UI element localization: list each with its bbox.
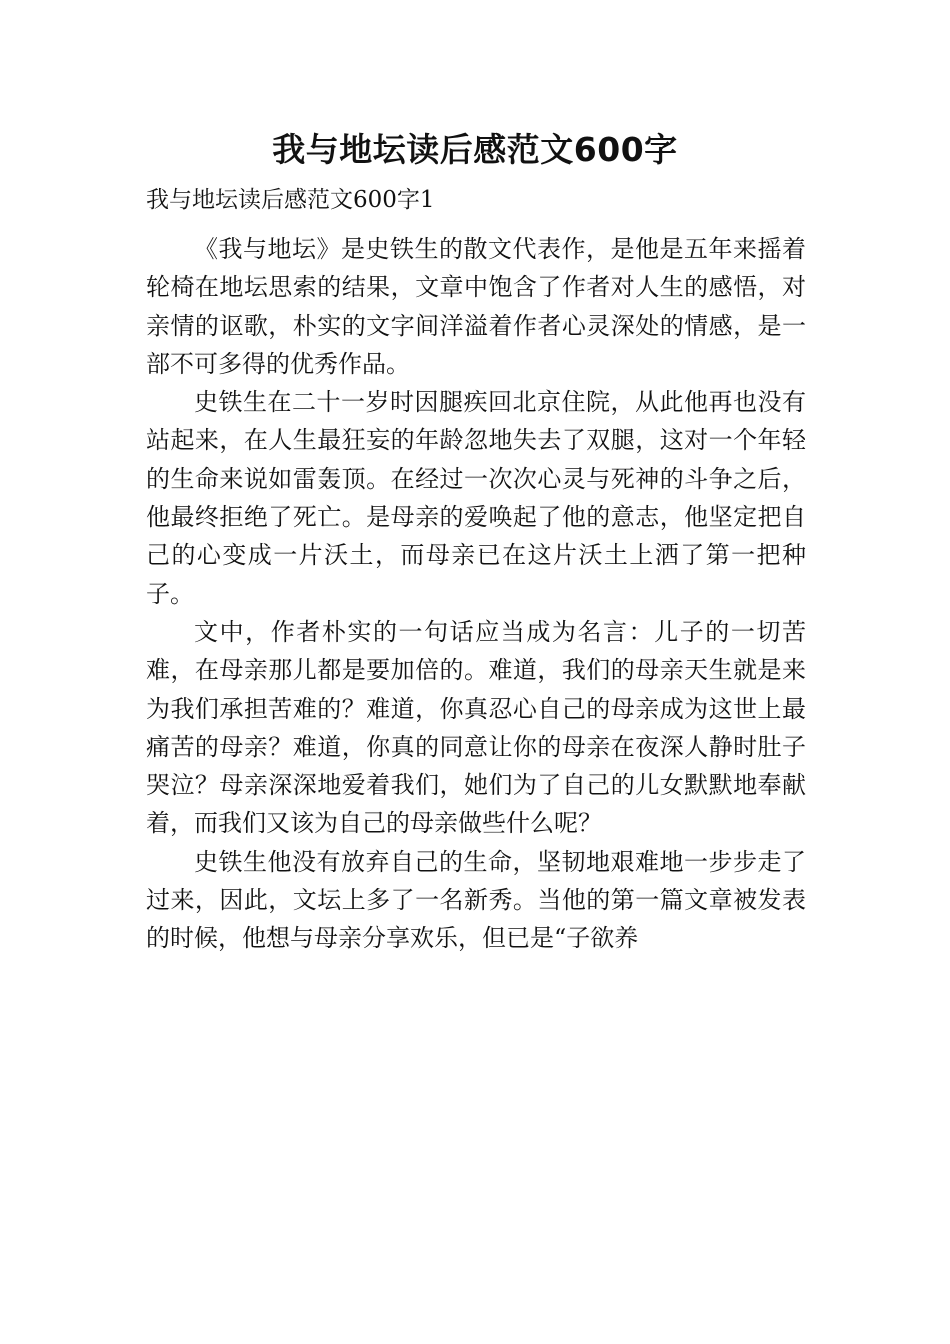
document-body (146, 230, 806, 958)
document-subtitle: 我与地坛读后感范文600字1 (146, 187, 435, 213)
paragraph: 《我与地坛》是史铁生的散文代表作，是他是五年来摇着轮椅在地坛思索的结果，文章中饱含了作者对人生的感悟，对亲情的讴歌，朴实的文字间洋溢着作者心灵深处的情感，是一部不可多得的优秀作品。 (146, 235, 806, 378)
document-title: 我与地坛读后感范文600字 (272, 130, 678, 169)
paragraph: 文中，作者朴实的一句话应当成为名言：儿子的一切苦难，在母亲那儿都是要加倍的。难道，我们的母亲天生就是来为我们承担苦难的？难道，你真忍心自己的母亲成为这世上最痛苦的母亲？难道，你真的同意让你的母亲在夜深人静时肚子哭泣？母亲深深地爱着我们，她们为了自己的儿女默默地奉献着，而我们又该为自己的母亲做些什么呢？ (146, 617, 806, 838)
paragraph: 史铁生在二十一岁时因腿疾回北京住院，从此他再也没有站起来，在人生最狂妄的年龄忽地失去了双腿，这对一个年轻的生命来说如雷轰顶。在经过一次次心灵与死神的斗争之后，他最终拒绝了死亡。是母亲的爱唤起了他的意志，他坚定把自己的心变成一片沃土，而母亲已在这片沃土上洒了第一把种子。 (146, 388, 806, 608)
paragraph: 史铁生他没有放弃自己的生命，坚韧地艰难地一步步走了过来，因此，文坛上多了一名新秀。当他的第一篇文章被发表的时候，他想与母亲分享欢乐，但已是“子欲养 (146, 847, 806, 953)
